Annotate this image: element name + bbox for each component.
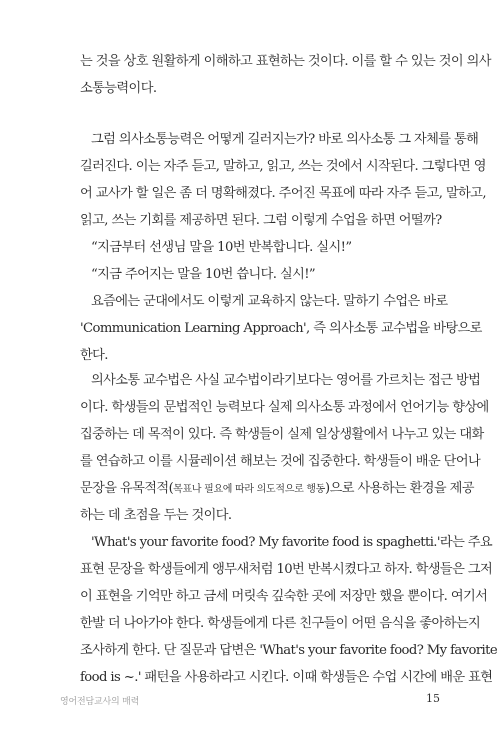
page-number: 15 (426, 692, 440, 705)
body-line-16-end: )으로 사용하는 환경을 제공 (325, 481, 474, 496)
body-line-6: 읽고, 쓰는 기회를 제공하면 된다. 그럼 이렇게 수업을 하면 어떨까? (80, 213, 442, 228)
body-line-8: “지금 주어지는 말을 10번 씁니다. 실시!” (91, 267, 316, 282)
body-line-2: 소통능력이다. (80, 81, 157, 96)
body-line-4: 길러진다. 이는 자주 듣고, 말하고, 읽고, 쓰는 것에서 시작된다. 그렇다면 영 (80, 159, 486, 174)
body-line-14: 집중하는 데 목적이 있다. 즉 학생들이 실제 일상생활에서 나누고 있는 대화 (80, 427, 484, 442)
body-line-18: 'What's your favorite food? My favorite food is spaghetti.'라는 주요 (91, 535, 493, 550)
body-line-22: 조사하게 한다. 단 질문과 답변은 'What's your favorite food? My favorite (80, 643, 498, 658)
body-line-16-start: 문장을 유목적적( (80, 481, 174, 496)
body-line-23: food is ~.' 패턴을 사용하라고 시킨다. 이때 학생들은 수업 시간에 배운 표현 (80, 670, 493, 685)
running-footer-title: 영어전담교사의 매력 (60, 697, 140, 707)
body-line-21: 한발 더 나아가야 한다. 학생들에게 다른 친구들이 어떤 음식을 좋아하는지 (80, 616, 481, 631)
body-line-13: 이다. 학생들의 문법적인 능력보다 실제 의사소통 과정에서 언어기능 향상에 (80, 400, 489, 415)
body-line-11: 한다. (80, 348, 108, 363)
body-line-1: 는 것을 상호 원활하게 이해하고 표현하는 것이다. 이를 할 수 있는 것이 의사 (80, 54, 491, 69)
body-line-5: 어 교사가 할 일은 좀 더 명확해졌다. 주어진 목표에 따라 자주 듣고, 말하고, (80, 186, 486, 201)
body-line-15: 를 연습하고 이를 시뮬레이션 해보는 것에 집중한다. 학생들이 배운 단어나 (80, 454, 481, 469)
body-line-20: 이 표현을 기억만 하고 금세 머릿속 깊숙한 곳에 저장만 했을 뿐이다. 여기서 (80, 589, 488, 604)
body-line-16 (80, 479, 474, 500)
body-line-3: 그럼 의사소통능력은 어떻게 길러지는가? 바로 의사소통 그 자체를 통해 (91, 132, 479, 147)
body-line-7: “지금부터 선생님 말을 10번 반복합니다. 실시!” (91, 240, 352, 255)
body-line-19: 표현 문장을 학생들에게 앵무새처럼 10번 반복시켰다고 하자. 학생들은 그저 (80, 562, 493, 577)
body-line-17: 하는 데 초점을 두는 것이다. (80, 508, 232, 523)
body-line-12: 의사소통 교수법은 사실 교수법이라기보다는 영어를 가르치는 접근 방법 (91, 373, 481, 388)
body-line-9: 요즘에는 군대에서도 이렇게 교육하지 않는다. 말하기 수업은 바로 (91, 294, 448, 309)
inline-gloss: 목표나 필요에 따라 의도적으로 행동 (173, 484, 326, 495)
body-line-10: 'Communication Learning Approach', 즉 의사소통 교수법을 바탕으로 (80, 321, 482, 336)
